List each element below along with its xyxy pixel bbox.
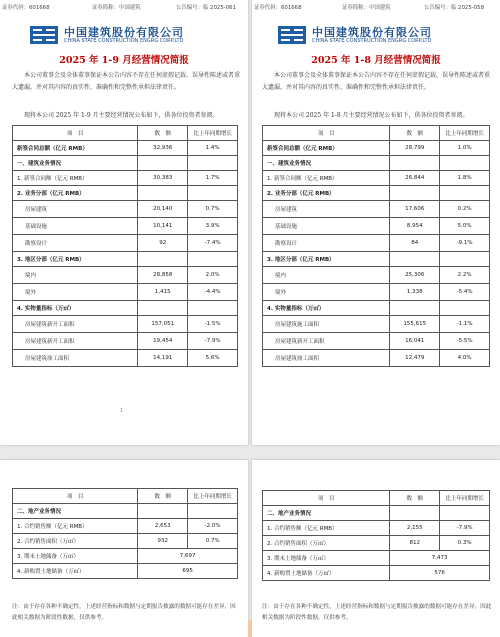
table-row <box>263 156 490 171</box>
row-value: 92 <box>138 235 188 252</box>
row-label: 2. 业务分部（亿元 RMB） <box>263 186 390 201</box>
table-row <box>13 218 238 235</box>
row-label: 一、建筑业务情况 <box>13 156 138 171</box>
table-row <box>263 506 490 521</box>
right-document-page-2 <box>252 460 500 637</box>
row-label: 2. 合约销售面积（万㎡） <box>263 536 390 551</box>
row-label: 2. 业务分部（亿元 RMB） <box>13 186 138 201</box>
operations-table-construction <box>262 125 490 367</box>
left-document-page-2 <box>0 460 248 637</box>
table-row <box>13 301 238 316</box>
operations-table-property <box>262 490 490 581</box>
row-label: 4. 实物量指标（万㎡） <box>13 301 138 316</box>
table-row <box>13 284 238 301</box>
table-row <box>13 267 238 284</box>
column-header-item: 项 目 <box>13 126 138 141</box>
column-header-amount: 数 额 <box>390 126 440 141</box>
row-label: 境内 <box>263 267 390 284</box>
table-row <box>263 186 490 201</box>
row-label: 房屋建筑新开工面积 <box>263 333 390 350</box>
intro-text: 现将本公司 2025 年 1-8 月主要经营情况公布如下，供各位投资者参阅。 <box>274 112 469 119</box>
row-value: 14,191 <box>138 350 188 367</box>
table-row <box>263 566 490 581</box>
row-label: 一、建筑业务情况 <box>263 156 390 171</box>
row-growth: -7.4% <box>188 235 238 252</box>
left-document-page <box>0 0 248 445</box>
row-growth: -7.9% <box>440 521 490 536</box>
row-value <box>390 301 440 316</box>
company-name-cn: 中国建筑股份有限公司 <box>312 26 432 39</box>
table-row <box>13 534 238 549</box>
row-growth <box>440 252 490 267</box>
row-label: 房屋建筑 <box>263 201 390 218</box>
row-label: 2. 合约销售面积（万㎡） <box>13 534 138 549</box>
page-header <box>0 0 248 12</box>
row-value: 26,844 <box>390 171 440 186</box>
row-value <box>138 156 188 171</box>
row-value: 1,415 <box>138 284 188 301</box>
intro-text: 现将本公司 2025 年 1-9 月主要经营情况公布如下，供各位投资者参阅。 <box>24 112 219 119</box>
table-row <box>13 235 238 252</box>
row-value: 932 <box>138 534 188 549</box>
row-value: 10,141 <box>138 218 188 235</box>
table-header-row <box>263 491 490 506</box>
row-growth <box>188 504 238 519</box>
row-growth: 3.9% <box>188 218 238 235</box>
row-growth <box>440 186 490 201</box>
row-value: 20,140 <box>138 201 188 218</box>
page-header <box>252 0 500 12</box>
row-growth: -9.1% <box>440 235 490 252</box>
table-row <box>13 504 238 519</box>
row-growth: 1.7% <box>188 171 238 186</box>
row-value: 8,954 <box>390 218 440 235</box>
row-growth <box>440 506 490 521</box>
column-header-item: 项 目 <box>263 491 390 506</box>
row-value <box>138 252 188 267</box>
row-growth: -2.0% <box>188 519 238 534</box>
table-row <box>263 521 490 536</box>
disclaimer-note: 注：由于存在各种不确定性，上述经营指标和数据与定期报告披露的数据可能存在差异，因此相关数据为阶段性数据，仅供参考。 <box>12 604 236 621</box>
row-value: 812 <box>390 536 440 551</box>
row-label: 基础设施 <box>263 218 390 235</box>
row-growth <box>440 156 490 171</box>
row-label: 4. 实物量指标（万㎡） <box>263 301 390 316</box>
report-title: 2025 年 1-9 月经营情况简报 <box>59 55 189 66</box>
row-growth: 5.0% <box>440 218 490 235</box>
row-growth: -5.4% <box>440 284 490 301</box>
row-value: 157,051 <box>138 316 188 333</box>
row-growth <box>188 186 238 201</box>
table-header-row <box>263 126 490 141</box>
table-row <box>263 252 490 267</box>
table-header-row <box>13 489 238 504</box>
table-row <box>13 186 238 201</box>
column-header-growth: 比上年同期增长 <box>188 489 238 504</box>
table-row <box>263 267 490 284</box>
row-label: 房屋建筑竣工面积 <box>263 350 390 367</box>
row-growth: -1.5% <box>188 316 238 333</box>
table-row <box>263 171 490 186</box>
row-growth: -4.4% <box>188 284 238 301</box>
row-value: 28,799 <box>390 141 440 156</box>
row-label: 新签合同总额（亿元 RMB） <box>263 141 390 156</box>
row-value <box>390 252 440 267</box>
row-growth: -1.1% <box>440 316 490 333</box>
table-row <box>13 201 238 218</box>
table-row <box>263 536 490 551</box>
row-label: 房屋建筑施工面积 <box>263 316 390 333</box>
row-growth: -7.9% <box>188 333 238 350</box>
stock-short-name: 证券简称：中国建筑 <box>342 5 391 11</box>
table-row <box>13 519 238 534</box>
operations-table-property <box>12 488 238 579</box>
row-growth <box>188 301 238 316</box>
row-value <box>138 504 188 519</box>
table-row <box>263 316 490 333</box>
row-value: 17,606 <box>390 201 440 218</box>
column-header-growth: 比上年同期增长 <box>188 126 238 141</box>
row-value: 7,697 <box>138 549 238 564</box>
table-row <box>13 549 238 564</box>
row-label: 房屋建筑新开工面积 <box>13 316 138 333</box>
notice-number: 公告编号：临 2025-061 <box>176 5 237 11</box>
table-row <box>263 333 490 350</box>
row-label: 房屋建筑竣工面积 <box>13 350 138 367</box>
operations-table-construction <box>12 125 238 367</box>
table-row <box>263 218 490 235</box>
row-growth: 0.7% <box>188 201 238 218</box>
page-gap-marker <box>248 620 252 637</box>
row-label: 境外 <box>13 284 138 301</box>
row-label: 新签合同总额（亿元 RMB） <box>13 141 138 156</box>
row-value: 7,473 <box>390 551 490 566</box>
table-row <box>13 141 238 156</box>
row-value <box>138 186 188 201</box>
column-header-item: 项 目 <box>13 489 138 504</box>
table-row <box>13 350 238 367</box>
row-value: 16,041 <box>390 333 440 350</box>
row-value: 12,479 <box>390 350 440 367</box>
notice-number: 公告编号：临 2025-058 <box>424 5 485 11</box>
table-row <box>13 171 238 186</box>
cscec-logo-icon <box>278 26 306 44</box>
column-header-growth: 比上年同期增长 <box>440 491 490 506</box>
stock-short-name: 证券简称：中国建筑 <box>92 5 141 11</box>
table-row <box>263 141 490 156</box>
stock-code: 证券代码：601668 <box>254 5 302 11</box>
row-value <box>138 301 188 316</box>
row-label: 3. 地区分部（亿元 RMB） <box>263 252 390 267</box>
table-row <box>13 333 238 350</box>
table-row <box>263 201 490 218</box>
cscec-logo-icon <box>30 26 58 44</box>
row-value <box>390 506 440 521</box>
row-value: 32,936 <box>138 141 188 156</box>
row-label: 房屋建筑新开工面积 <box>13 333 138 350</box>
table-row <box>263 551 490 566</box>
row-label: 勘察设计 <box>263 235 390 252</box>
column-header-item: 项 目 <box>263 126 390 141</box>
row-value: 19,454 <box>138 333 188 350</box>
row-label: 1. 新签合同额（亿元 RMB） <box>263 171 390 186</box>
row-label: 3. 期末土地储备（万㎡） <box>263 551 390 566</box>
table-row <box>13 252 238 267</box>
row-label: 境外 <box>263 284 390 301</box>
board-statement: 本公司董事会及全体董事保证本公告内容不存在任何虚假记载、误导性陈述或者重大遗漏，并对其内容的真实性、准确性和完整性承担法律责任。 <box>262 72 491 91</box>
row-value: 30,383 <box>138 171 188 186</box>
row-growth: 0.7% <box>188 534 238 549</box>
row-value: 155,615 <box>390 316 440 333</box>
column-header-amount: 数 额 <box>390 491 440 506</box>
row-label: 3. 期末土地储备（万㎡） <box>13 549 138 564</box>
table-row <box>13 564 238 579</box>
row-growth: 4.0% <box>440 350 490 367</box>
report-title: 2025 年 1-8 月经营情况简报 <box>311 55 441 66</box>
row-value: 695 <box>138 564 238 579</box>
table-row <box>263 301 490 316</box>
row-value: 576 <box>390 566 490 581</box>
row-growth: 2.2% <box>440 267 490 284</box>
row-value: 1,338 <box>390 284 440 301</box>
column-header-amount: 数 额 <box>138 126 188 141</box>
table-row <box>263 235 490 252</box>
row-value: 2,155 <box>390 521 440 536</box>
row-growth: 0.3% <box>440 536 490 551</box>
row-growth: 1.0% <box>440 141 490 156</box>
right-document-page <box>252 0 500 445</box>
row-value: 25,306 <box>390 267 440 284</box>
row-growth <box>188 156 238 171</box>
row-growth: -5.5% <box>440 333 490 350</box>
table-header-row <box>13 126 238 141</box>
row-label: 基础设施 <box>13 218 138 235</box>
row-label: 房屋建筑 <box>13 201 138 218</box>
row-label: 境内 <box>13 267 138 284</box>
row-growth <box>188 252 238 267</box>
row-label: 1. 新签合同额（亿元 RMB） <box>13 171 138 186</box>
row-value <box>390 186 440 201</box>
company-name-cn: 中国建筑股份有限公司 <box>64 26 184 39</box>
disclaimer-note: 注：由于存在各种不确定性，上述经营指标和数据与定期报告披露的数据可能存在差异，因此相关数据为阶段性数据，仅供参考。 <box>262 604 492 621</box>
row-label: 勘察设计 <box>13 235 138 252</box>
row-value: 84 <box>390 235 440 252</box>
column-header-amount: 数 额 <box>138 489 188 504</box>
table-row <box>13 156 238 171</box>
company-name-en: CHINA STATE CONSTRUCTION ENGRG.CORP.LTD <box>64 38 184 44</box>
row-value: 28,858 <box>138 267 188 284</box>
row-growth: 1.4% <box>188 141 238 156</box>
row-label: 4. 新购置土地储备（万㎡） <box>13 564 138 579</box>
page-number: 1 <box>120 408 124 414</box>
column-header-growth: 比上年同期增长 <box>440 126 490 141</box>
row-value <box>390 156 440 171</box>
row-value: 2,653 <box>138 519 188 534</box>
row-label: 3. 地区分部（亿元 RMB） <box>13 252 138 267</box>
row-growth <box>440 301 490 316</box>
row-growth: 1.8% <box>440 171 490 186</box>
row-growth: 5.6% <box>188 350 238 367</box>
row-label: 4. 新购置土地储备（万㎡） <box>263 566 390 581</box>
table-row <box>263 350 490 367</box>
row-growth: 2.0% <box>188 267 238 284</box>
table-row <box>263 284 490 301</box>
board-statement: 本公司董事会及全体董事保证本公告内容不存在任何虚假记载、误导性陈述或者重大遗漏，并对其内容的真实性、准确性和完整性承担法律责任。 <box>12 72 241 91</box>
row-label: 二、地产业务情况 <box>13 504 138 519</box>
row-label: 二、地产业务情况 <box>263 506 390 521</box>
company-name-en: CHINA STATE CONSTRUCTION ENGRG.CORP.LTD <box>312 38 432 44</box>
row-label: 1. 合约销售额（亿元 RMB） <box>263 521 390 536</box>
stock-code: 证券代码：601668 <box>2 5 50 11</box>
row-growth: 0.2% <box>440 201 490 218</box>
table-row <box>13 316 238 333</box>
row-label: 1. 合约销售额（亿元 RMB） <box>13 519 138 534</box>
